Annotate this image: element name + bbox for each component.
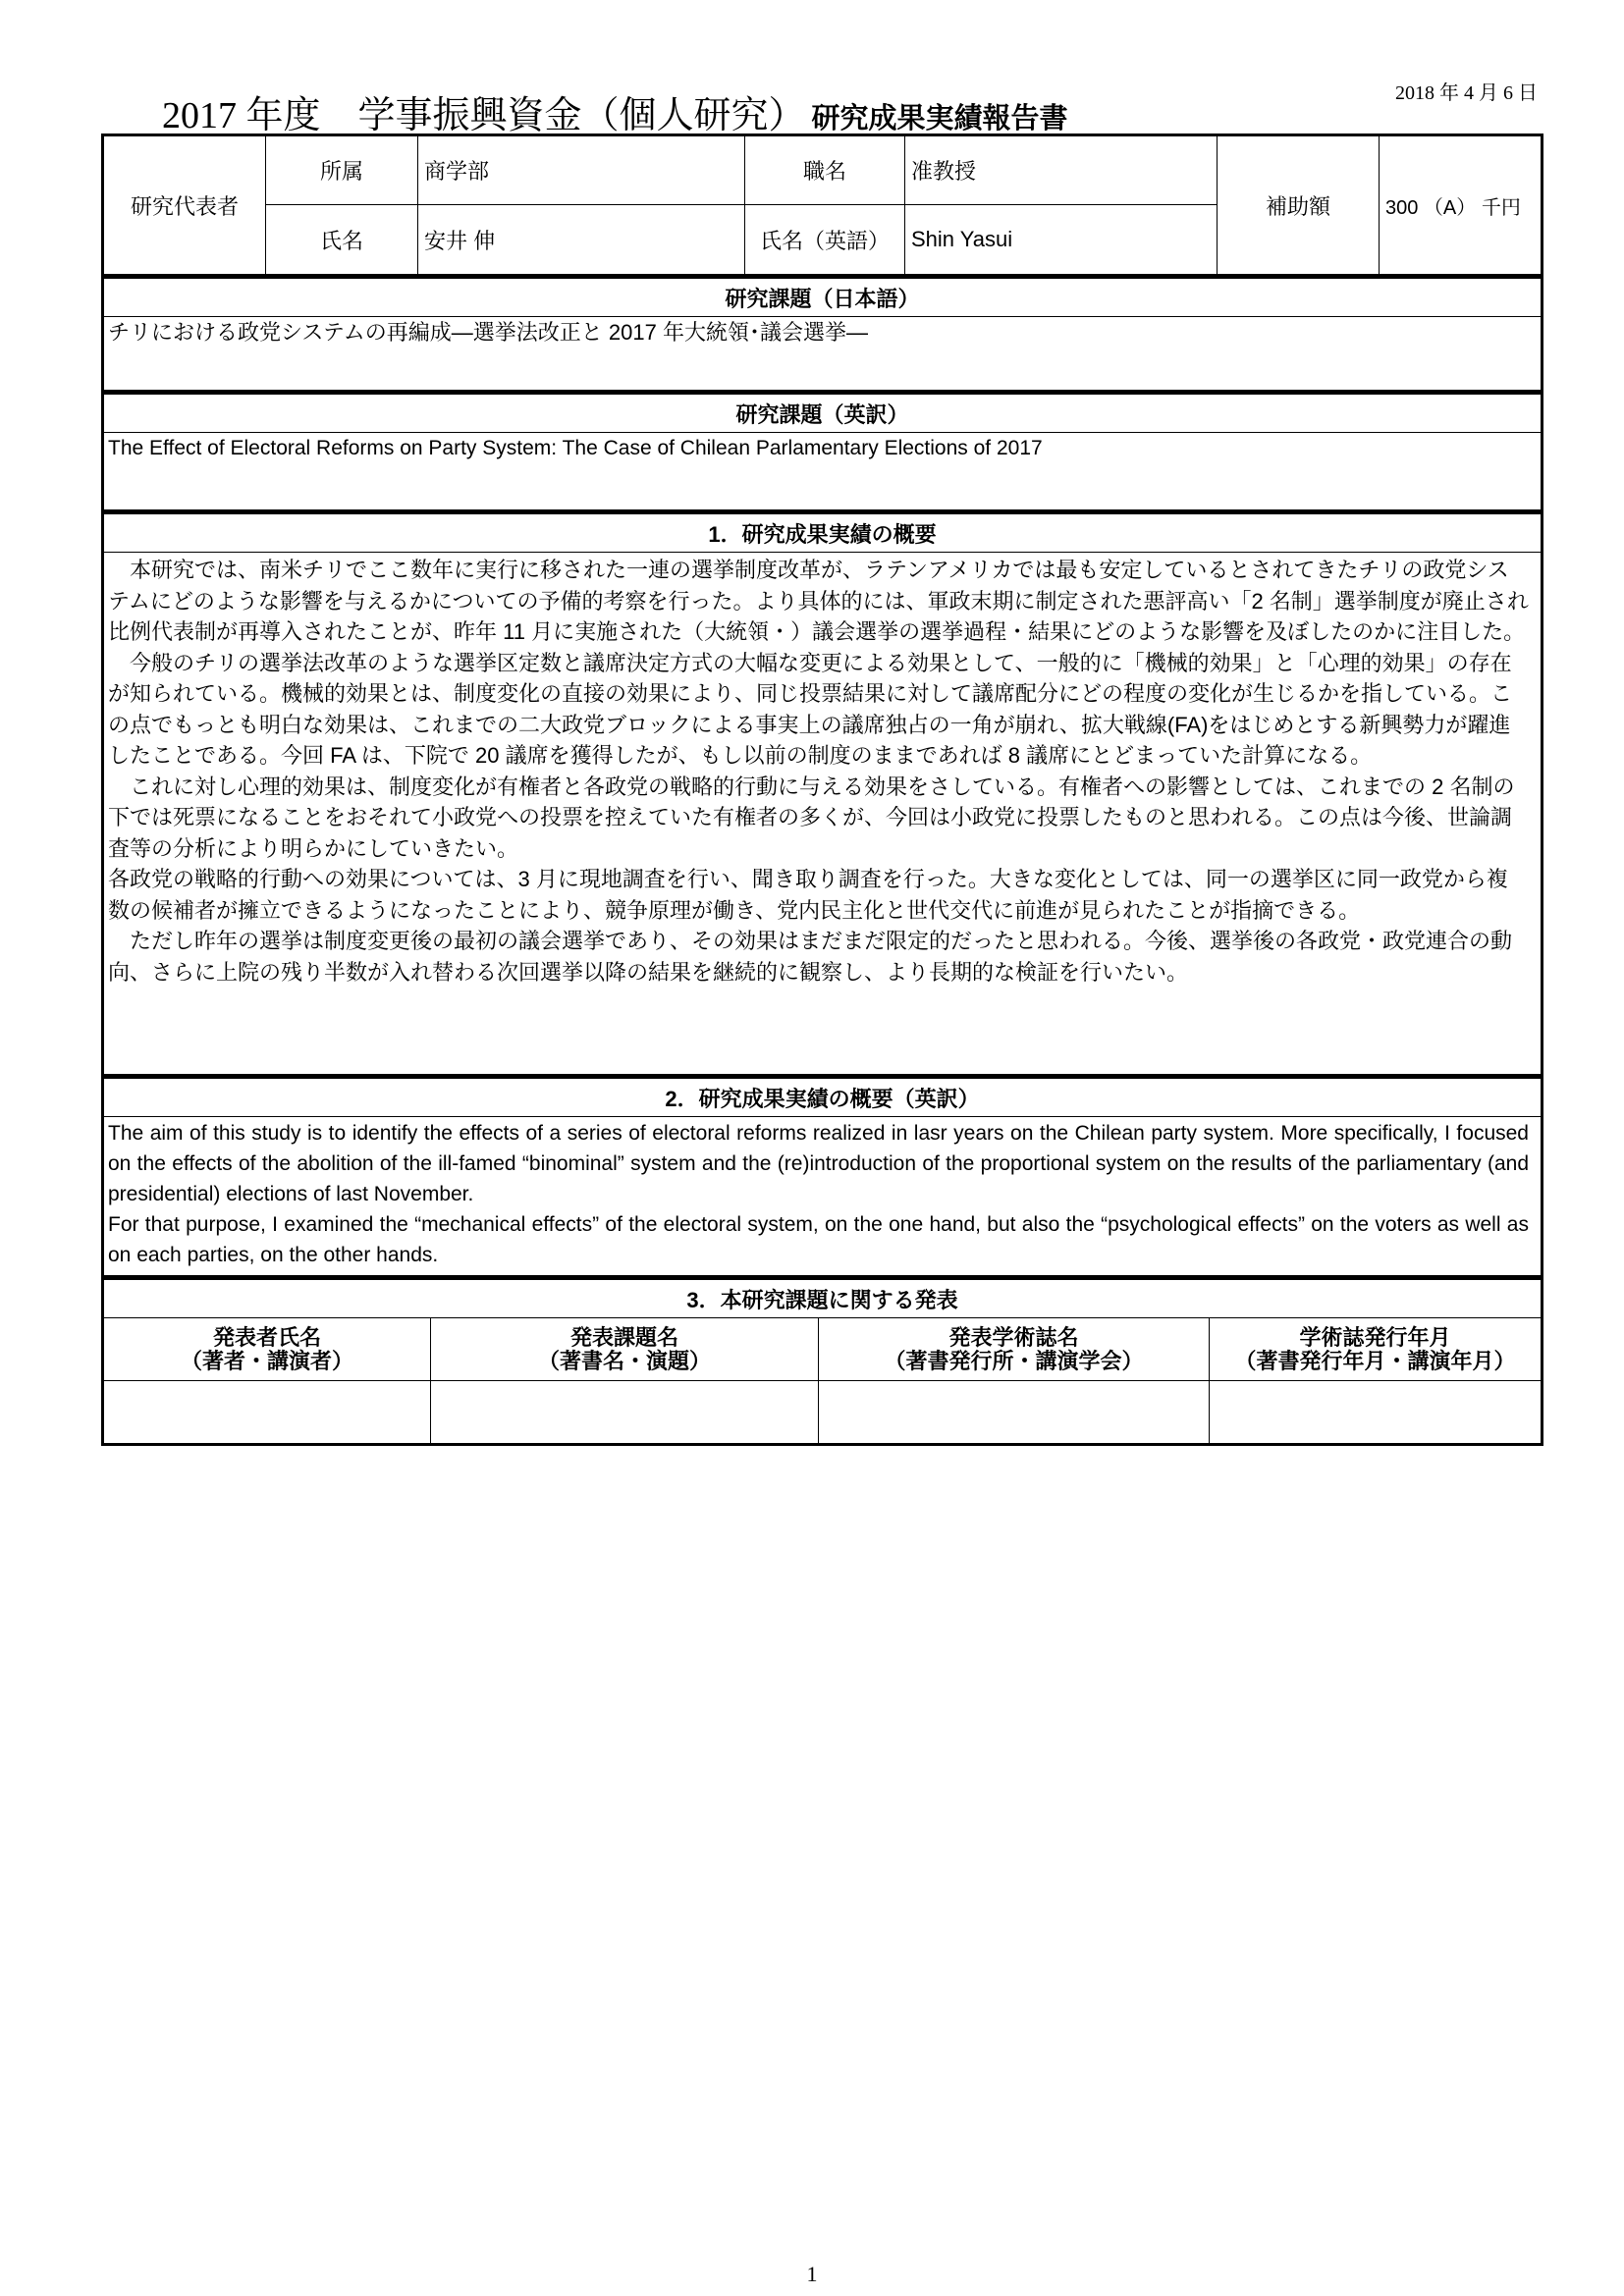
name-label: 氏名 bbox=[266, 205, 418, 274]
page-number: 1 bbox=[806, 2262, 818, 2286]
grant-label: 補助額 bbox=[1218, 136, 1380, 274]
column-header-journal bbox=[819, 1318, 1210, 1381]
column-header-presenter bbox=[104, 1318, 431, 1381]
summary-en-header: 2．研究成果実績の概要（英訳） bbox=[104, 1079, 1541, 1117]
summary-ja-paragraph: これに対し心理的効果は、制度変化が有権者と各政党の戦略的行動に与える効果をさしている。有権者への影響としては、これまでの 2 名制の下では死票になることをおそれて小政党への投票を控えていた有権者の多くが、今回は小政党に投票したものと思われる。この点は今後、世論調査等の分析により明らかにしていきたい。 bbox=[108, 774, 1515, 861]
document-title bbox=[162, 84, 1068, 138]
column-header-title bbox=[431, 1318, 819, 1381]
summary-en-paragraph: The aim of this study is to identify the effects of a series of electoral reforms realized in lasr years on the Chilean party system. More specifically, I focused on the effects of the abolition of the ill-famed “binominal” system and the (re)introduction of the proportional system on the results of the parliamentary (and presidential) elections of last November. bbox=[108, 1122, 1529, 1205]
summary-ja-paragraph: ただし昨年の選挙は制度変更後の最初の議会選挙であり、その効果はまだまだ限定的だったと思われる。今後、選挙後の各政党・政党連合の動向、さらに上院の残り半数が入れ替わる次回選挙以降の結果を継続的に観察し、より長期的な検証を行いたい。 bbox=[108, 929, 1513, 985]
name-en-label: 氏名（英語） bbox=[745, 205, 905, 274]
summary-ja-body bbox=[104, 555, 1533, 988]
affiliation-label: 所属 bbox=[266, 136, 418, 205]
empty-cell bbox=[104, 1381, 431, 1443]
report-date: 2018 年 4 月 6 日 bbox=[1395, 82, 1538, 104]
empty-cell bbox=[1210, 1381, 1541, 1443]
summary-en-paragraph: For that purpose, I examined the “mechanical effects” of the electoral system, on the one hand, but also the “psychological effects” on the voters as well as on each parties, on the other hands. bbox=[108, 1213, 1529, 1266]
empty-cell bbox=[431, 1381, 819, 1443]
column-header-line: （著書名・演題） bbox=[537, 1349, 711, 1373]
column-header-line: （著者・講演者） bbox=[180, 1349, 353, 1373]
column-header-line: 学術誌発行年月 bbox=[1299, 1325, 1451, 1350]
column-header-line: 発表課題名 bbox=[569, 1325, 678, 1350]
topic-ja-header: 研究課題（日本語） bbox=[104, 279, 1541, 317]
topic-ja-value: チリにおける政党システムの再編成―選挙法改正と 2017 年大統領･議会選挙― bbox=[108, 320, 868, 345]
column-header-line: 発表者氏名 bbox=[212, 1325, 321, 1350]
publications-table bbox=[104, 1318, 1541, 1443]
position-value: 准教授 bbox=[905, 136, 1218, 205]
title-sub: 研究成果実績報告書 bbox=[811, 103, 1068, 134]
publications-header: 3．本研究課題に関する発表 bbox=[104, 1280, 1541, 1318]
position-label: 職名 bbox=[745, 136, 905, 205]
column-header-date bbox=[1210, 1318, 1541, 1381]
name-en-value: Shin Yasui bbox=[905, 205, 1218, 274]
affiliation-value: 商学部 bbox=[418, 136, 745, 205]
info-block bbox=[104, 136, 1541, 274]
topic-en-value: The Effect of Electoral Reforms on Party System: The Case of Chilean Parlamentary Elections of 2017 bbox=[108, 437, 1043, 459]
summary-ja-paragraph: 各政党の戦略的行動への効果については、3 月に現地調査を行い、聞き取り調査を行った。大きな変化としては、同一の選挙区に同一政党から複数の候補者が擁立できるようになったことにより、競争原理が働き、党内民主化と世代交代に前進が見られたことが指摘できる。 bbox=[108, 867, 1508, 923]
column-header-line: （著書発行所・講演学会） bbox=[884, 1349, 1144, 1373]
column-header-line: 発表学術誌名 bbox=[948, 1325, 1079, 1350]
empty-cell bbox=[819, 1381, 1210, 1443]
report-form bbox=[101, 133, 1543, 1446]
topic-en-header: 研究課題（英訳） bbox=[104, 395, 1541, 433]
summary-ja-paragraph: 本研究では、南米チリでここ数年に実行に移された一連の選挙制度改革が、ラテンアメリカでは最も安定しているとされてきたチリの政党システムにどのような影響を与えるかについての予備的考察を行った。より具体的には、軍政末期に制定された悪評高い「2 名制」選挙制度が廃止され比例代表制が再導入されたことが、昨年 11 月に実施された（大統領・）議会選挙の選挙過程・結果にどのような影響を及ぼしたのかに注目した。 bbox=[108, 558, 1529, 644]
summary-ja-paragraph: 今般のチリの選挙法改革のような選挙区定数と議席決定方式の大幅な変更による効果として、一般的に「機械的効果」と「心理的効果」の存在が知られている。機械的効果とは、制度変化の直接の効果により、同じ投票結果に対して議席配分にどの程度の変化が生じるかを指している。この点でもっとも明白な効果は、これまでの二大政党ブロックによる事実上の議席独占の一角が崩れ、拡大戦線(FA)をはじめとする新興勢力が躍進したことである。今回 FA は、下院で 20 議席を獲得したが、もし以前の制度のままであれば 8 議席にとどまっていた計算になる。 bbox=[108, 650, 1513, 768]
column-header-line: （著書発行年月・講演年月） bbox=[1234, 1349, 1516, 1373]
grant-value: 300 （A） 千円 bbox=[1385, 196, 1521, 219]
summary-ja-header: 1．研究成果実績の概要 bbox=[104, 514, 1541, 553]
title-main: 2017 年度 学事振興資金（個人研究） bbox=[162, 95, 806, 136]
representative-label: 研究代表者 bbox=[104, 136, 266, 274]
summary-en-body bbox=[104, 1118, 1533, 1270]
name-value: 安井 伸 bbox=[418, 205, 745, 274]
